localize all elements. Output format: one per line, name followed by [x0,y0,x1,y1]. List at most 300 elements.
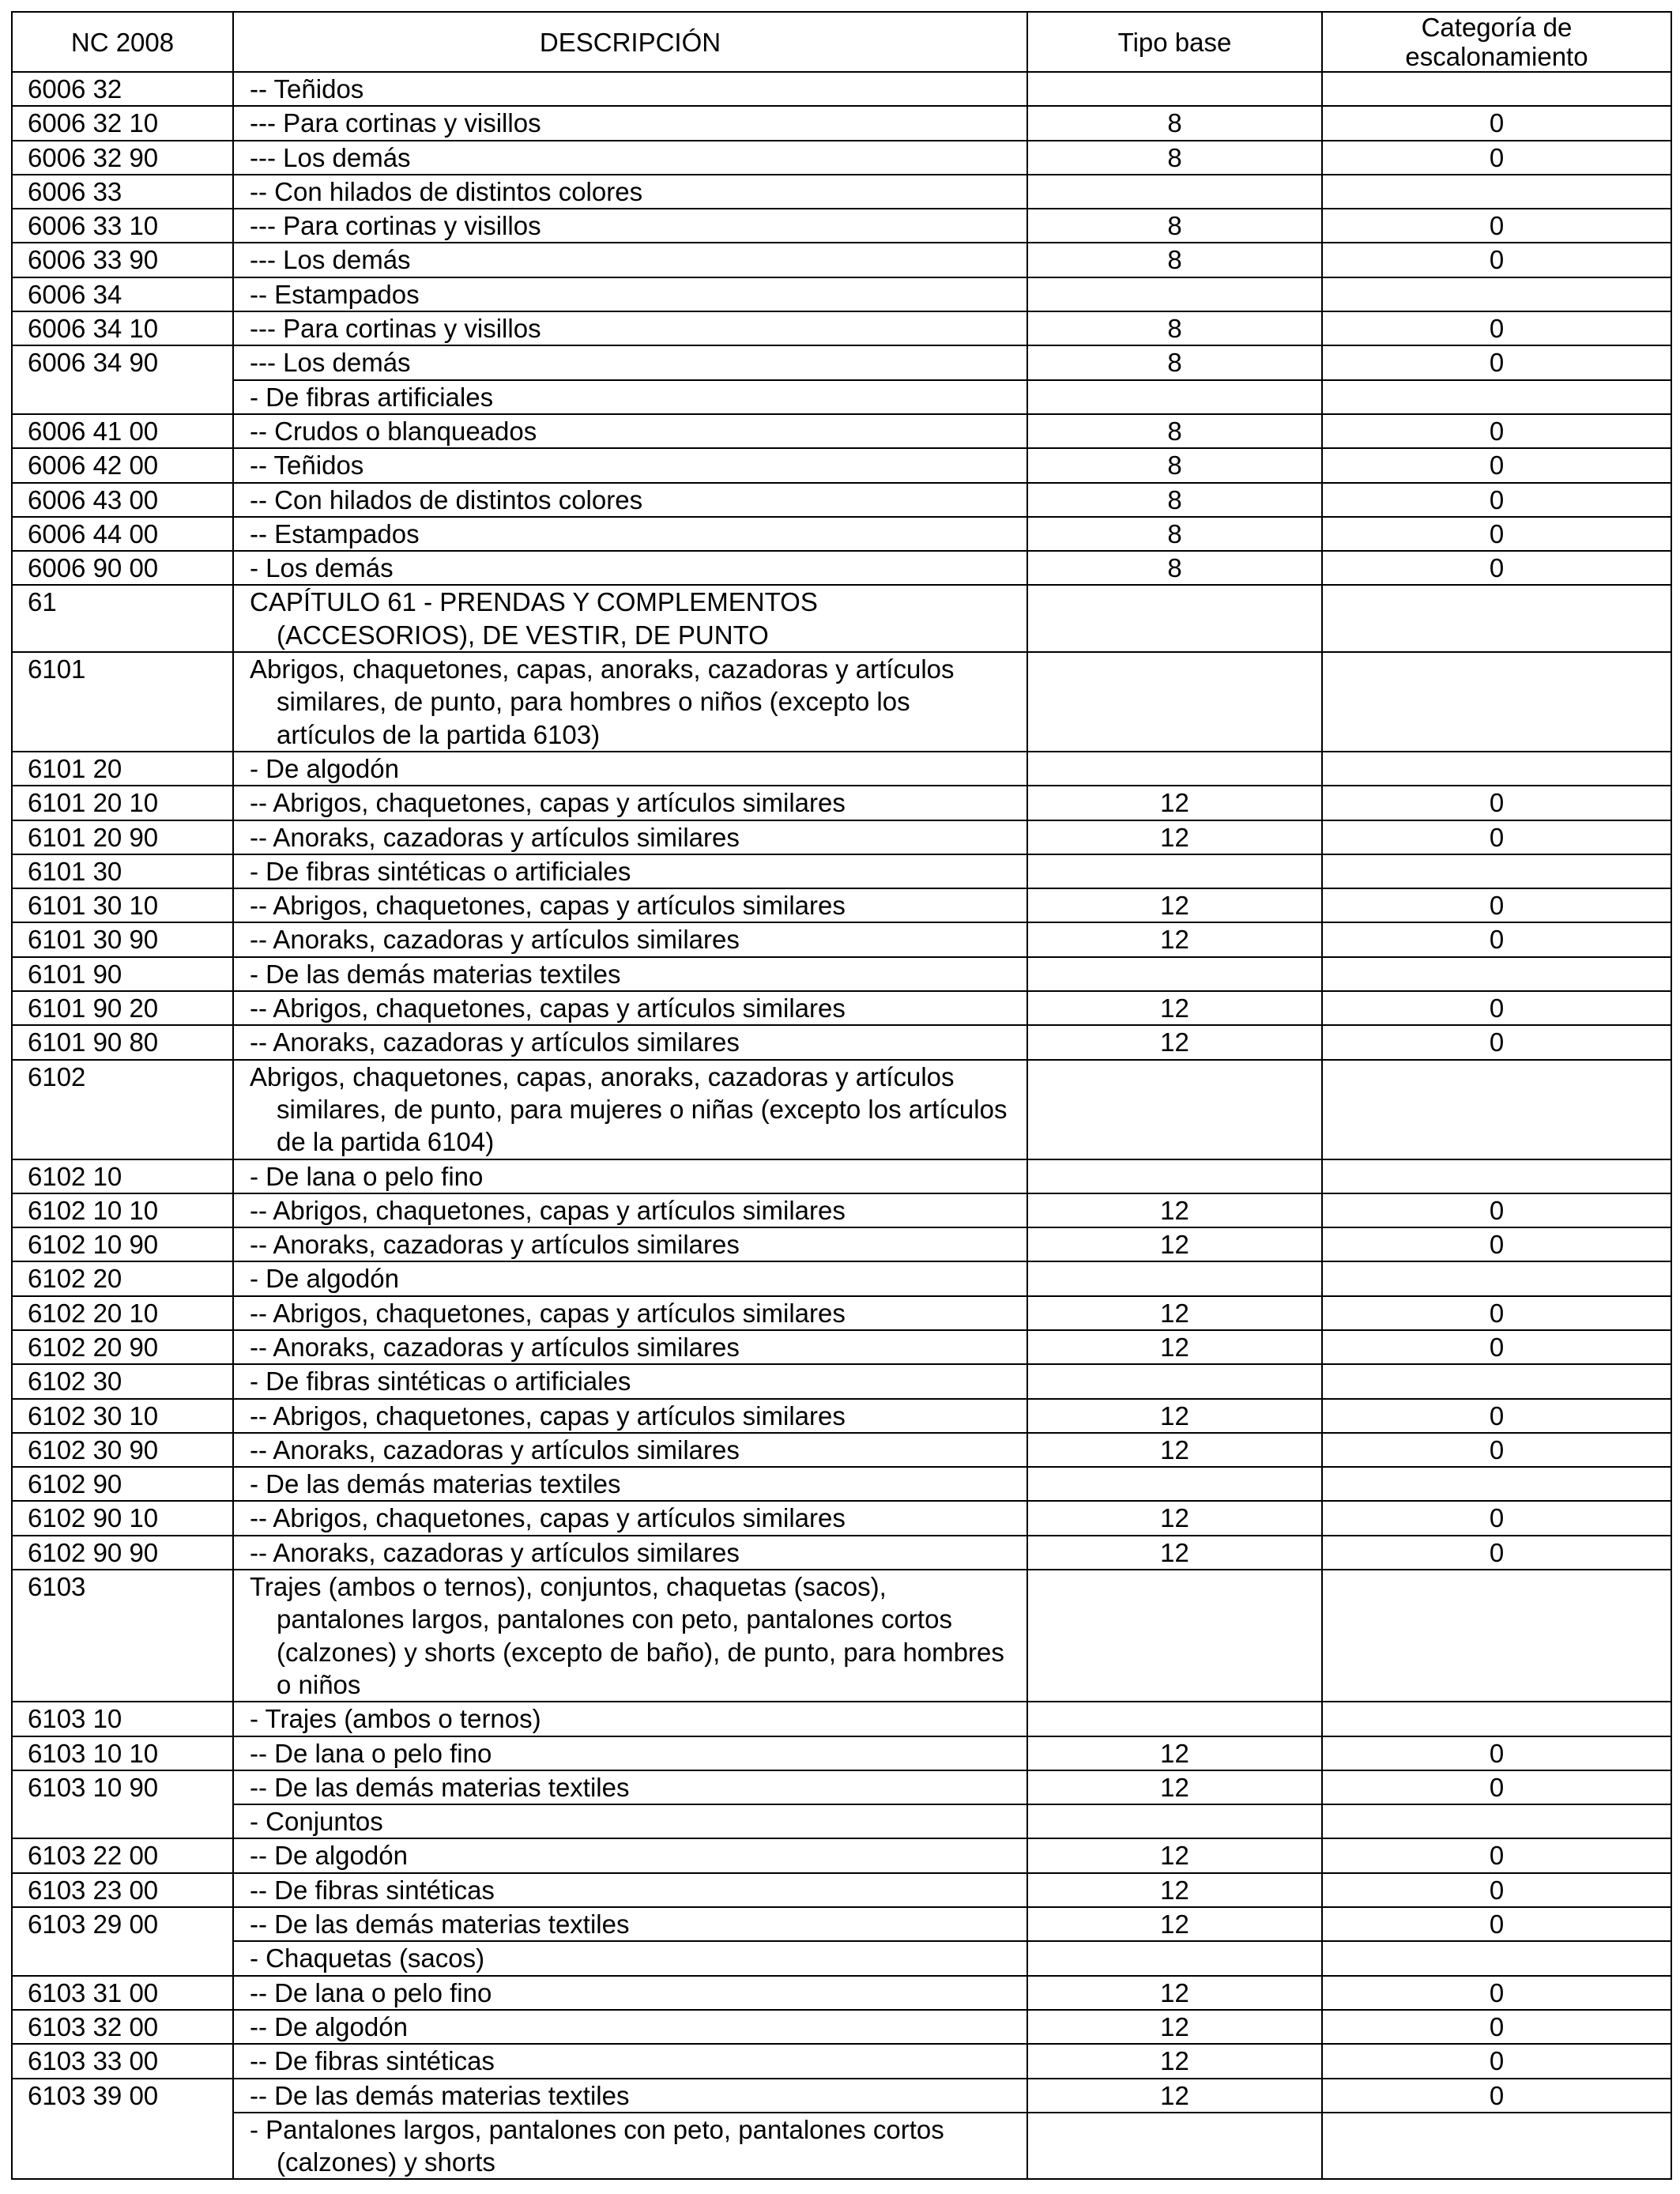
table-row [12,1433,1671,1467]
description-cell [233,72,1027,106]
categoria-cell [1322,2044,1671,2078]
categoria-cell [1322,1025,1671,1059]
tipo-base-value [1034,2113,1315,2146]
nc-code-cell [12,652,233,752]
description-line: o niños [277,1669,361,1699]
nc-code: 6103 33 00 [28,2046,159,2076]
description-line: - De fibras sintéticas o artificiales [250,1367,631,1397]
categoria-value: 0 [1489,1841,1505,1871]
table-row [12,1399,1671,1433]
tipo-base-cell [1027,585,1322,652]
categoria-cell [1322,551,1671,585]
nc-code: 6101 30 [28,856,122,886]
nc-code-cell [12,277,233,311]
categoria-cell [1322,1330,1671,1364]
table-row [12,991,1671,1025]
categoria-value: 0 [1489,1027,1505,1057]
tipo-base-value: 8 [1167,518,1182,548]
tipo-base-cell [1027,209,1322,243]
description-cell [233,1296,1027,1330]
categoria-cell [1322,72,1671,106]
tipo-base-cell [1027,1873,1322,1907]
nc-code-cell [12,141,233,175]
table-row [12,752,1671,786]
description-line: - Pantalones largos, pantalones con peto, pantalones cortos [250,2114,944,2144]
table-row [12,345,1671,379]
description-cell [233,277,1027,311]
description-cell [233,209,1027,243]
nc-code-cell [12,957,233,991]
description-cell [233,854,1027,888]
nc-code: 6006 43 00 [28,484,159,515]
description-cell [233,311,1027,345]
description-cell [233,1941,1027,1975]
categoria-cell [1322,1941,1671,1975]
categoria-value: 0 [1489,925,1505,955]
categoria-value [1329,1805,1664,1838]
tipo-base-cell [1027,1364,1322,1398]
nc-code: 6103 [28,1572,86,1602]
tipo-base-value: 12 [1160,1537,1189,1567]
nc-code-cell [12,1770,233,1839]
categoria-value: 0 [1489,1230,1505,1260]
nc-code-cell [12,2010,233,2044]
categoria-cell [1322,2010,1671,2044]
header-categoria-label-line: Categoría de [1421,13,1573,42]
nc-code-cell [12,922,233,956]
tipo-base-value [1034,1262,1315,1295]
nc-code: 6102 30 10 [28,1400,159,1431]
description-line: -- De algodón [250,2011,408,2041]
tipo-base-value: 12 [1160,822,1189,852]
categoria-value [1329,586,1664,618]
description-line: -- Con hilados de distintos colores [250,176,643,206]
tipo-base-cell [1027,448,1322,482]
description-cell [233,1467,1027,1501]
categoria-cell [1322,141,1671,175]
description-line: de la partida 6104) [277,1127,495,1157]
nc-code: 6102 30 [28,1367,122,1397]
categoria-cell [1322,922,1671,956]
header-tipo-base-label: Tipo base [1117,27,1232,57]
nc-code-cell [12,888,233,922]
table-row [12,854,1671,888]
categoria-cell [1322,1770,1671,1804]
tipo-base-value [1034,73,1315,105]
nc-code: 6102 20 [28,1264,122,1294]
categoria-value [1329,855,1664,888]
categoria-cell [1322,243,1671,277]
nc-code-cell [12,585,233,652]
description-cell [233,1804,1027,1838]
description-cell [233,1025,1027,1059]
nc-code: 6006 33 10 [28,211,159,241]
description-line: - De las demás materias textiles [250,1469,621,1499]
nc-code-cell [12,1467,233,1501]
description-line: pantalones largos, pantalones con peto, pantalones cortos [277,1604,952,1634]
categoria-value: 0 [1489,245,1505,275]
description-line: (calzones) y shorts (excepto de baño), de punto, para hombres [277,1637,1004,1667]
tipo-base-value: 12 [1160,1195,1189,1225]
nc-code-cell [12,1736,233,1770]
categoria-value: 0 [1489,1738,1505,1768]
nc-code-cell [12,2079,233,2180]
tipo-base-value [1034,958,1315,990]
description-cell [233,1261,1027,1295]
categoria-cell [1322,1433,1671,1467]
description-line: --- Los demás [250,142,411,172]
description-line: --- Para cortinas y visillos [250,314,541,344]
nc-code: 6006 90 00 [28,553,159,583]
nc-code-cell [12,1873,233,1907]
header-categoria [1322,12,1671,72]
description-line: -- Estampados [250,279,420,309]
tipo-base-value [1034,1570,1315,1603]
tipo-base-cell [1027,380,1322,414]
description-line: -- Anoraks, cazadoras y artículos similares [250,1434,740,1465]
tipo-base-value: 12 [1160,2080,1189,2110]
nc-code-cell [12,1976,233,2010]
description-line: - Los demás [250,553,394,583]
table-row [12,106,1671,140]
categoria-cell [1322,1976,1671,2010]
categoria-value: 0 [1489,211,1505,241]
categoria-value [1329,1942,1664,1974]
nc-code: 6103 10 10 [28,1738,159,1768]
tipo-base-value: 8 [1167,348,1182,378]
tipo-base-value: 12 [1160,1298,1189,1328]
categoria-value [1329,2113,1664,2146]
tipo-base-value: 8 [1167,484,1182,515]
categoria-value: 0 [1489,450,1505,481]
nc-code: 6006 33 90 [28,245,159,275]
tipo-base-value [1034,1061,1315,1093]
tipo-base-value: 12 [1160,1875,1189,1905]
description-line: --- Los demás [250,245,411,275]
nc-code-cell [12,448,233,482]
nc-code: 6103 22 00 [28,1841,159,1871]
table-row [12,1907,1671,1941]
categoria-value [1329,653,1664,685]
nc-code-cell [12,1060,233,1159]
table-body [12,72,1671,2179]
categoria-value: 0 [1489,1434,1505,1465]
nc-code: 6101 20 10 [28,788,159,818]
tipo-base-value: 8 [1167,211,1182,241]
description-line: -- Abrigos, chaquetones, capas y artículos similares [250,1195,846,1225]
tipo-base-cell [1027,1193,1322,1227]
description-line: --- Para cortinas y visillos [250,211,541,241]
nc-code: 6101 30 90 [28,925,159,955]
categoria-cell [1322,854,1671,888]
description-cell [233,991,1027,1025]
categoria-value [1329,278,1664,311]
tipo-base-cell [1027,820,1322,854]
tipo-base-cell [1027,922,1322,956]
description-cell [233,585,1027,652]
categoria-cell [1322,414,1671,448]
tipo-base-value [1034,752,1315,785]
categoria-cell [1322,888,1671,922]
tipo-base-cell [1027,752,1322,786]
nc-code: 6102 90 [28,1469,122,1499]
tipo-base-value: 8 [1167,245,1182,275]
description-line: - De fibras artificiales [250,382,494,412]
table-row [12,175,1671,209]
tipo-base-cell [1027,1804,1322,1838]
categoria-cell [1322,786,1671,820]
tipo-base-cell [1027,2113,1322,2180]
nc-code-cell [12,1536,233,1570]
description-line: -- De fibras sintéticas [250,1875,495,1905]
header-nc-label: NC 2008 [70,27,175,57]
nc-code-cell [12,1296,233,1330]
tipo-base-value [1034,1702,1315,1735]
description-cell [233,1364,1027,1398]
nc-code: 6102 30 90 [28,1434,159,1465]
tipo-base-cell [1027,1702,1322,1736]
description-line: -- Anoraks, cazadoras y artículos similares [250,1537,740,1567]
tipo-base-cell [1027,1261,1322,1295]
description-line: - Chaquetas (sacos) [250,1943,485,1973]
tipo-base-value: 8 [1167,416,1182,446]
categoria-cell [1322,1702,1671,1736]
nc-code-cell [12,1702,233,1736]
header-tipo-base [1027,12,1322,72]
description-line: -- Anoraks, cazadoras y artículos similares [250,1230,740,1260]
tipo-base-value: 8 [1167,314,1182,344]
nc-code: 6103 10 90 [28,1772,159,1802]
categoria-cell [1322,345,1671,379]
description-line: (calzones) y shorts [277,2147,495,2177]
categoria-cell [1322,106,1671,140]
tipo-base-cell [1027,1907,1322,1941]
nc-code-cell [12,752,233,786]
table-row [12,141,1671,175]
tipo-base-cell [1027,1770,1322,1804]
categoria-cell [1322,820,1671,854]
tipo-base-value: 8 [1167,553,1182,583]
categoria-cell [1322,1804,1671,1838]
tipo-base-cell [1027,345,1322,379]
description-cell [233,448,1027,482]
table-row [12,311,1671,345]
description-cell [233,2044,1027,2078]
nc-code-cell [12,517,233,551]
description-cell [233,752,1027,786]
categoria-cell [1322,311,1671,345]
categoria-value: 0 [1489,891,1505,921]
categoria-value: 0 [1489,1977,1505,2007]
categoria-value: 0 [1489,2080,1505,2110]
tipo-base-cell [1027,1330,1322,1364]
categoria-cell [1322,1570,1671,1702]
description-cell [233,1838,1027,1872]
description-cell [233,1399,1027,1433]
tipo-base-cell [1027,1025,1322,1059]
tipo-base-cell [1027,2044,1322,2078]
nc-code: 6103 23 00 [28,1875,159,1905]
nc-code-cell [12,243,233,277]
categoria-value: 0 [1489,2011,1505,2041]
tipo-base-cell [1027,277,1322,311]
nc-code: 6006 32 10 [28,108,159,138]
description-line: -- Anoraks, cazadoras y artículos similares [250,1332,740,1362]
categoria-value [1329,1468,1664,1500]
categoria-value: 0 [1489,348,1505,378]
nc-code: 6101 30 10 [28,891,159,921]
categoria-value: 0 [1489,822,1505,852]
description-line: (ACCESORIOS), DE VESTIR, DE PUNTO [277,620,769,650]
description-cell [233,2113,1027,2180]
table-row [12,483,1671,517]
tipo-base-value: 12 [1160,1027,1189,1057]
tipo-base-cell [1027,1501,1322,1535]
tipo-base-cell [1027,243,1322,277]
nc-code: 6006 32 [28,74,122,104]
tipo-base-value [1034,586,1315,618]
table-row [12,414,1671,448]
tipo-base-value: 12 [1160,1841,1189,1871]
tipo-base-value: 12 [1160,788,1189,818]
nc-code-cell [12,72,233,106]
categoria-value: 0 [1489,993,1505,1023]
description-line: -- De algodón [250,1841,408,1871]
table-row [12,1364,1671,1398]
categoria-value: 0 [1489,416,1505,446]
categoria-cell [1322,1873,1671,1907]
table-row [12,2079,1671,2113]
nc-code-cell [12,311,233,345]
categoria-cell [1322,517,1671,551]
tipo-base-cell [1027,517,1322,551]
table-row [12,786,1671,820]
categoria-value: 0 [1489,2046,1505,2076]
description-cell [233,1433,1027,1467]
nc-code: 6101 20 [28,753,122,783]
tipo-base-cell [1027,854,1322,888]
table-row [12,1296,1671,1330]
header-description [233,12,1027,72]
categoria-cell [1322,2113,1671,2180]
description-line: -- Con hilados de distintos colores [250,484,643,515]
description-line: -- Anoraks, cazadoras y artículos similares [250,925,740,955]
description-cell [233,786,1027,820]
nc-code: 6101 [28,654,86,684]
nc-code-cell [12,1193,233,1227]
description-cell [233,1873,1027,1907]
description-line: - Trajes (ambos o ternos) [250,1704,541,1734]
tipo-base-value [1034,1468,1315,1500]
description-line: -- Crudos o blanqueados [250,416,537,446]
nc-code: 6102 90 90 [28,1537,159,1567]
description-line: -- De fibras sintéticas [250,2046,495,2076]
tipo-base-cell [1027,1399,1322,1433]
tipo-base-value: 12 [1160,1977,1189,2007]
tipo-base-value: 12 [1160,2011,1189,2041]
tipo-base-value: 12 [1160,1332,1189,1362]
nc-code-cell [12,1227,233,1261]
description-cell [233,1976,1027,2010]
categoria-cell [1322,1736,1671,1770]
table-row [12,1501,1671,1535]
description-cell [233,1536,1027,1570]
tipo-base-value [1034,653,1315,685]
description-line: -- De lana o pelo fino [250,1738,492,1768]
nc-code-cell [12,209,233,243]
categoria-value: 0 [1489,484,1505,515]
tipo-base-cell [1027,1467,1322,1501]
table-row [12,1702,1671,1736]
tipo-base-cell [1027,106,1322,140]
categoria-cell [1322,380,1671,414]
table-row [12,243,1671,277]
categoria-value: 0 [1489,1772,1505,1802]
description-line: -- Anoraks, cazadoras y artículos similares [250,1027,740,1057]
description-cell [233,2010,1027,2044]
tipo-base-value: 12 [1160,2046,1189,2076]
description-cell [233,380,1027,414]
tipo-base-value: 12 [1160,1909,1189,1940]
nc-code: 6101 90 20 [28,993,159,1023]
nc-code: 6006 34 [28,279,122,309]
tipo-base-cell [1027,888,1322,922]
nc-code: 6006 33 [28,176,122,206]
tipo-base-cell [1027,1536,1322,1570]
tipo-base-cell [1027,1736,1322,1770]
description-cell [233,483,1027,517]
categoria-value [1329,175,1664,208]
categoria-cell [1322,175,1671,209]
table-row [12,1838,1671,1872]
description-line: -- De lana o pelo fino [250,1977,492,2007]
header-nc [12,12,233,72]
description-cell [233,1193,1027,1227]
categoria-cell [1322,1227,1671,1261]
tipo-base-cell [1027,1570,1322,1702]
description-line: -- Estampados [250,518,420,548]
tipo-base-cell [1027,414,1322,448]
categoria-value [1329,381,1664,413]
nc-code-cell [12,175,233,209]
tipo-base-value [1034,1805,1315,1838]
categoria-value [1329,1365,1664,1397]
tariff-table [11,11,1672,2180]
description-line: - De fibras sintéticas o artificiales [250,856,631,886]
nc-code-cell [12,1025,233,1059]
nc-code-cell [12,1399,233,1433]
tipo-base-value: 12 [1160,1738,1189,1768]
categoria-value: 0 [1489,1537,1505,1567]
nc-code: 6006 41 00 [28,416,159,446]
table-row [12,1736,1671,1770]
description-line: -- De las demás materias textiles [250,1909,630,1940]
categoria-cell [1322,1159,1671,1193]
table-row [12,1060,1671,1159]
nc-code: 6102 10 90 [28,1230,159,1260]
description-cell [233,1501,1027,1535]
nc-code-cell [12,1159,233,1193]
description-line: -- Abrigos, chaquetones, capas y artículos similares [250,1503,846,1533]
description-line: -- Abrigos, chaquetones, capas y artículos similares [250,1298,846,1328]
nc-code: 6006 44 00 [28,518,159,548]
table-row [12,277,1671,311]
table-row [12,888,1671,922]
description-cell [233,1736,1027,1770]
table-row [12,2044,1671,2078]
nc-code: 6101 90 [28,959,122,989]
categoria-value: 0 [1489,788,1505,818]
